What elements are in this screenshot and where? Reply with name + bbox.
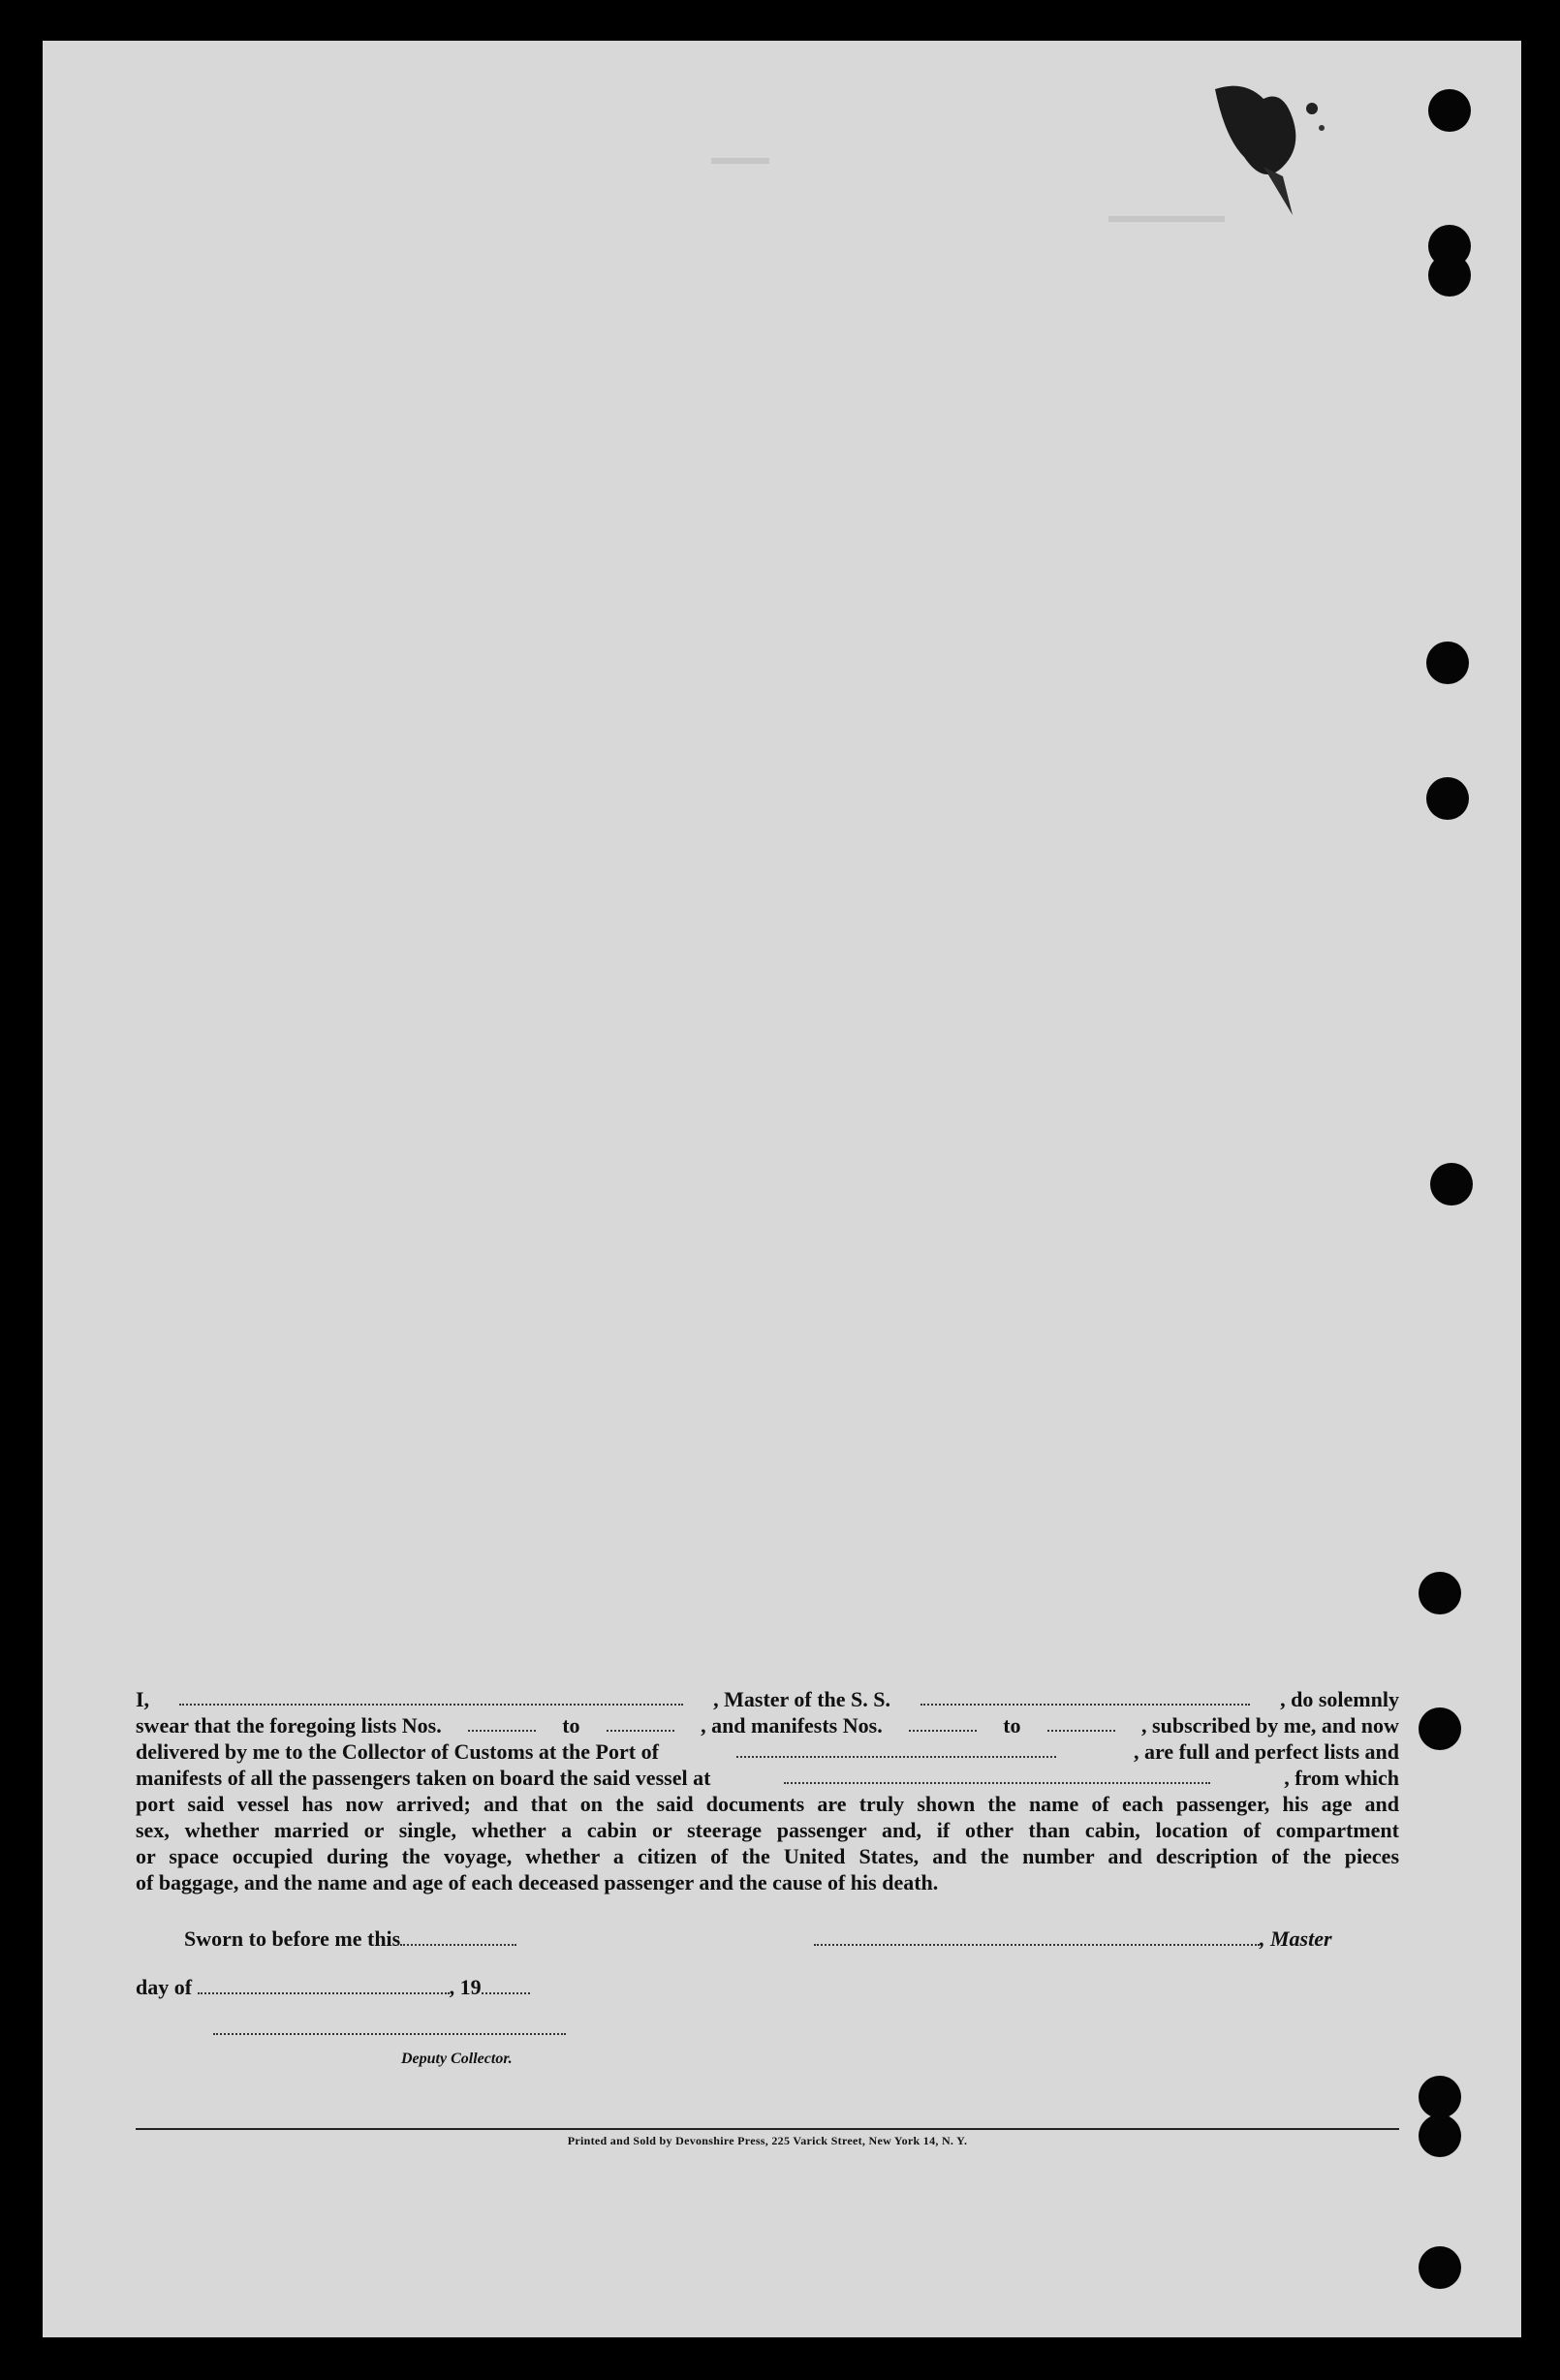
declaration-text: to — [1003, 1713, 1021, 1738]
declaration-text: , do solemnly — [1280, 1687, 1399, 1711]
declaration-line — [136, 1712, 1399, 1738]
deputy-collector-label: Deputy Collector. — [401, 2051, 513, 2067]
declaration-line — [136, 1765, 1399, 1791]
master-signature-blank — [814, 1926, 1260, 1946]
month-blank — [198, 1975, 450, 1994]
port-blank — [736, 1738, 1056, 1758]
declaration-text: swear that the foregoing lists Nos. — [136, 1713, 442, 1738]
binder-hole — [1419, 2246, 1461, 2289]
vessel-blank — [920, 1686, 1250, 1706]
departure-port-blank — [784, 1765, 1210, 1784]
declaration-line: sex, whether married or single, whether a cabin or steerage passenger and, if other than cabin, location of compartment — [136, 1818, 1399, 1842]
declaration-line — [136, 1738, 1399, 1765]
declaration-text: , and manifests Nos. — [701, 1713, 883, 1738]
year-blank — [482, 1975, 530, 1994]
declaration-text: I, — [136, 1687, 150, 1711]
declaration-line: or space occupied during the voyage, whether a citizen of the United States, and the number and description of the pieces — [136, 1844, 1399, 1868]
bleed-through-mark: ▬▬▬ — [711, 147, 769, 169]
declaration-text: , subscribed by me, and now — [1141, 1713, 1399, 1738]
day-of-label: day of — [136, 1975, 193, 1999]
name-blank — [179, 1686, 683, 1706]
binder-hole — [1419, 1572, 1461, 1614]
list-to-blank — [607, 1712, 674, 1732]
master-signature-line — [814, 1926, 1332, 1952]
declaration-text: manifests of all the passengers taken on board the said vessel at — [136, 1766, 711, 1790]
declaration-text: to — [562, 1713, 580, 1738]
sworn-label: Sworn to before me this — [184, 1926, 401, 1951]
binder-hole — [1426, 777, 1469, 820]
sworn-line — [184, 1926, 516, 1952]
printer-imprint: Printed and Sold by Devonshire Press, 225 Varick Street, New York 14, N. Y. — [567, 2134, 968, 2147]
footer-rule — [136, 2128, 1399, 2130]
binder-hole — [1419, 2114, 1461, 2157]
list-from-blank — [468, 1712, 536, 1732]
sworn-day-blank — [400, 1926, 516, 1946]
year-label: , 19 — [449, 1975, 482, 1999]
ink-smudge — [1205, 79, 1341, 225]
declaration-text: , from which — [1284, 1766, 1399, 1790]
deputy-signature-blank — [213, 2033, 566, 2035]
binder-hole — [1428, 254, 1471, 297]
bleed-through-mark: ▬▬▬▬▬▬ — [1108, 205, 1225, 227]
declaration-line — [136, 1686, 1399, 1712]
manifest-from-blank — [909, 1712, 977, 1732]
declaration-line: port said vessel has now arrived; and that on the said documents are truly shown the name of each passenger, his age and — [136, 1792, 1399, 1816]
declaration-text: delivered by me to the Collector of Customs at the Port of — [136, 1739, 659, 1764]
declaration-text: , Master of the S. S. — [713, 1687, 891, 1711]
declaration-line: of baggage, and the name and age of each deceased passenger and the cause of his death. — [136, 1870, 939, 1895]
binder-hole — [1419, 2076, 1461, 2118]
master-declaration — [136, 1686, 1399, 1895]
binder-hole — [1419, 1707, 1461, 1750]
binder-hole — [1430, 1163, 1473, 1206]
declaration-text: , are full and perfect lists and — [1134, 1739, 1399, 1764]
manifest-to-blank — [1047, 1712, 1115, 1732]
binder-hole — [1426, 642, 1469, 684]
binder-hole — [1428, 89, 1471, 132]
master-label: , Master — [1260, 1926, 1332, 1951]
day-of-line — [136, 1975, 530, 2000]
